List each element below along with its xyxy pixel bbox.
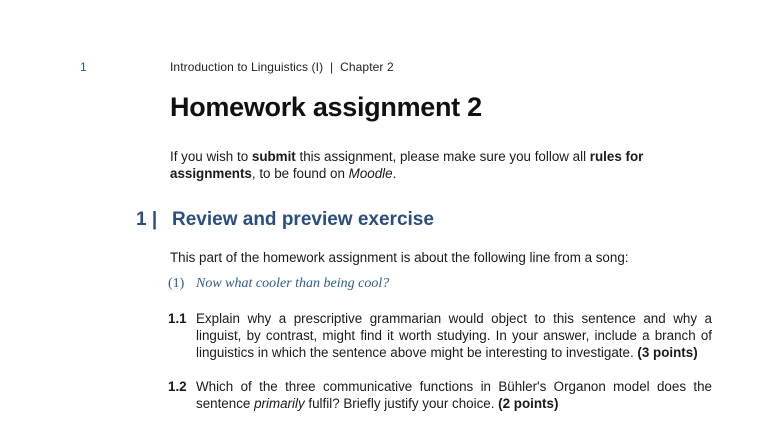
task-body xyxy=(196,378,712,412)
task-text-continued: fulfil? Briefly justify your choice. xyxy=(304,396,499,411)
task-text: Which of the three communicative functions in Bühler's Organon model does the sentence xyxy=(196,379,712,411)
task-body xyxy=(196,310,712,361)
task-number: 1.1 xyxy=(168,311,187,326)
intro-moodle-emphasis: Moodle xyxy=(348,166,393,181)
intro-text-3: , to be found on xyxy=(251,166,349,181)
task-item xyxy=(168,378,712,412)
page-number: 1 xyxy=(80,60,87,74)
task-text: Explain why a prescriptive grammarian would object to this sentence and why a linguist, by contrast, might find it worth studying. In your answer, include a branch of linguistics in which the sentence above might be interesting to investigate. xyxy=(196,311,712,360)
running-header: Introduction to Linguistics (I) | Chapter 2 xyxy=(170,60,394,74)
intro-text-4: . xyxy=(392,166,397,181)
section-number: 1 | xyxy=(136,209,158,230)
intro-rules-emphasis: rules for assignments xyxy=(170,149,644,181)
task-emphasis: primarily xyxy=(254,396,305,411)
intro-text-2: this assignment, please make sure you follow all xyxy=(295,149,590,164)
section-intro: This part of the homework assignment is about the following line from a song: xyxy=(170,250,629,265)
section-title: Review and preview exercise xyxy=(172,209,434,230)
page-title: Homework assignment 2 xyxy=(170,92,482,122)
task-points: (2 points) xyxy=(498,396,559,411)
task-points: (3 points) xyxy=(637,345,698,360)
example-number: (1) xyxy=(168,276,185,291)
example-sentence xyxy=(168,276,389,292)
intro-text-1: If you wish to xyxy=(170,149,252,164)
intro-submit-emphasis: submit xyxy=(251,149,296,164)
task-item xyxy=(168,310,712,361)
task-number: 1.2 xyxy=(168,379,187,394)
intro-paragraph xyxy=(170,148,714,182)
example-text: Now what cooler than being cool? xyxy=(196,276,390,291)
